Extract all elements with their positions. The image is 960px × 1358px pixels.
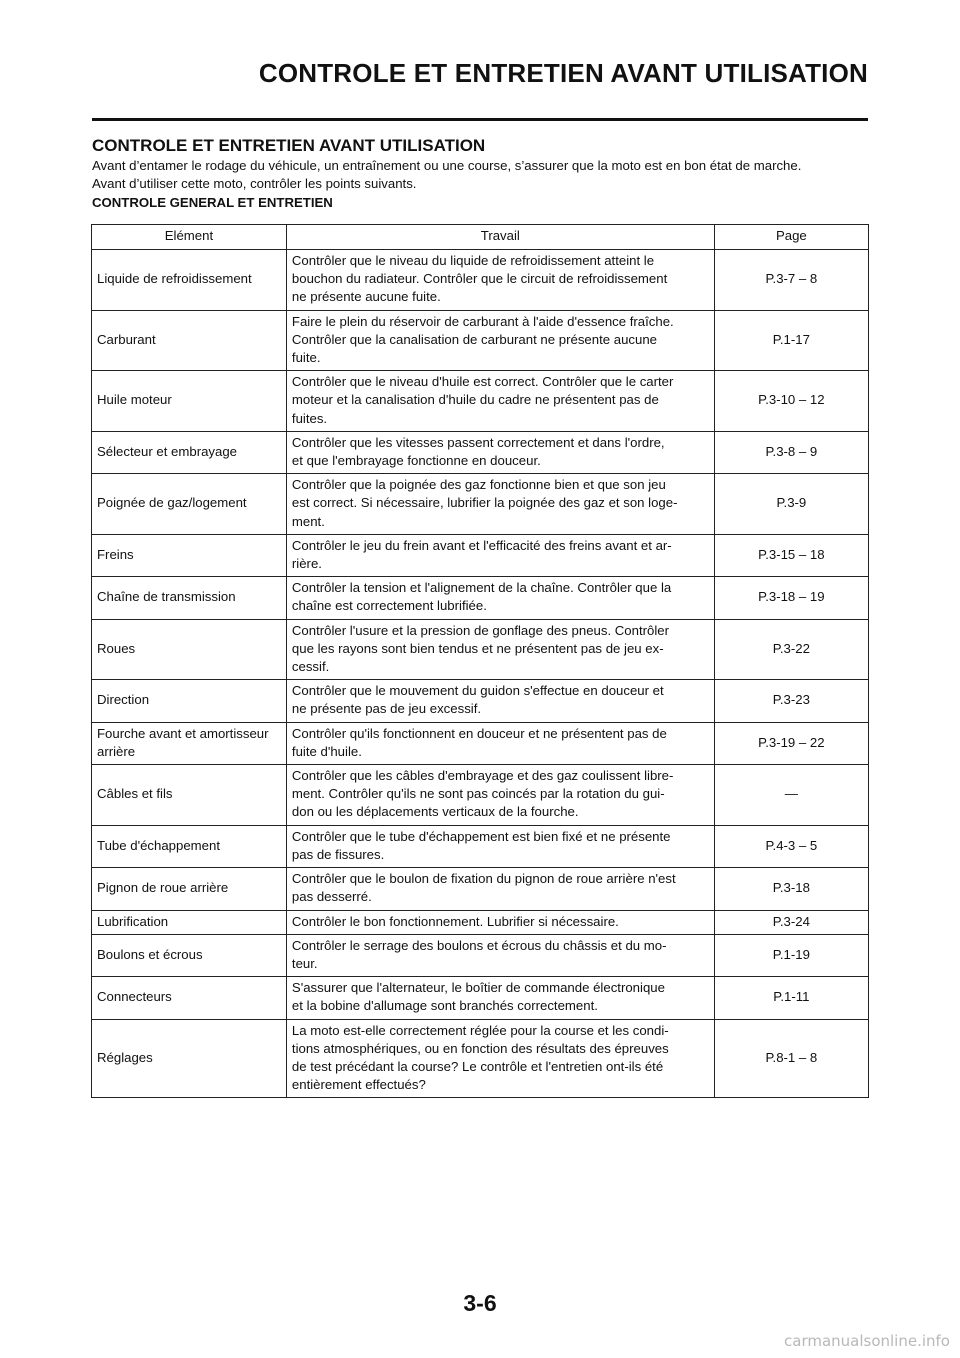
item-cell-line: Réglages: [97, 1049, 153, 1065]
table-row: [92, 722, 869, 764]
item-cell: [92, 934, 287, 976]
task-cell-line: Contrôler que le niveau du liquide de refroidissement atteint le: [291, 253, 655, 268]
task-cell-line: Contrôler que le mouvement du guidon s'effectue en douceur et: [291, 683, 664, 699]
task-cell: [286, 722, 714, 764]
task-cell-line: et la bobine d'allumage sont branchés correctement.: [291, 998, 598, 1014]
table-row: [92, 765, 869, 826]
task-cell-line: ne présente aucune fuite.: [291, 289, 441, 305]
item-cell-line: Freins: [97, 546, 134, 562]
item-cell-line: Câbles et fils: [97, 786, 173, 802]
table-row: [92, 1019, 869, 1098]
table-row: [92, 619, 869, 680]
task-cell-line: Contrôler que les câbles d'embrayage et des gaz coulissent libre-: [291, 768, 674, 784]
item-cell: [92, 910, 287, 934]
table-row: [92, 910, 869, 934]
table-row: [92, 577, 869, 619]
item-cell-line: Roues: [97, 640, 136, 656]
task-cell: [286, 534, 714, 576]
table-body: [92, 250, 869, 1098]
task-cell-line: Contrôler que la canalisation de carburant ne présente aucune: [291, 331, 658, 347]
task-cell: [286, 474, 714, 535]
item-cell: [92, 1019, 287, 1098]
item-cell-line: Tube d'échappement: [97, 837, 221, 853]
item-cell: [92, 371, 287, 432]
page-ref-cell: P.1-19: [714, 934, 868, 976]
task-cell-line: don ou les déplacements verticaux de la fourche.: [291, 804, 579, 820]
table-row: [92, 250, 869, 311]
task-cell: [286, 934, 714, 976]
page-ref-cell: P.3-23: [714, 680, 868, 722]
task-cell-line: fuite.: [291, 350, 321, 366]
task-cell-line: Contrôler l'usure et la pression de gonflage des pneus. Contrôler: [291, 622, 670, 638]
task-cell-line: ment.: [291, 513, 325, 529]
column-header-page: Page: [714, 225, 868, 250]
item-cell: [92, 577, 287, 619]
page-ref-cell: P.3-24: [714, 910, 868, 934]
page-number: 3-6: [463, 1290, 497, 1316]
item-cell-line: Poignée de gaz/logement: [97, 495, 247, 511]
task-cell-line: chaîne est correctement lubrifiée.: [291, 598, 487, 614]
page-ref-cell: P.1-17: [714, 310, 868, 371]
task-cell-line: Contrôler que la poignée des gaz fonctionne bien et que son jeu: [291, 477, 666, 493]
table-row: [92, 371, 869, 432]
column-header-task: Travail: [286, 225, 714, 250]
task-cell: [286, 619, 714, 680]
page-header-title: CONTROLE ET ENTRETIEN AVANT UTILISATION: [258, 58, 868, 88]
page-ref-cell: P.3-8 – 9: [714, 431, 868, 473]
item-cell: [92, 722, 287, 764]
item-cell-line: Liquide de refroidissement: [97, 271, 252, 287]
task-cell-line: de test précédant la course? Le contrôle et l'entretien ont-ils été: [291, 1058, 664, 1074]
item-cell: [92, 868, 287, 910]
page-ref-cell: —: [714, 765, 868, 826]
task-cell-line: Contrôler le jeu du frein avant et l'efficacité des freins avant et ar-: [291, 537, 672, 553]
table-row: [92, 310, 869, 371]
item-cell: [92, 431, 287, 473]
page-ref-cell: P.3-19 – 22: [714, 722, 868, 764]
page-ref-cell: P.3-18: [714, 868, 868, 910]
table-row: [92, 825, 869, 867]
task-cell: [286, 825, 714, 867]
task-cell: [286, 765, 714, 826]
task-cell-line: ment. Contrôler qu'ils ne sont pas coincés par la rotation du gui-: [291, 786, 665, 802]
intro-line: Avant d’utiliser cette moto, contrôler les points suivants.: [92, 176, 417, 191]
table-row: [92, 977, 869, 1019]
task-cell-line: cessif.: [291, 659, 330, 675]
task-cell-line: et que l'embrayage fonctionne en douceur.: [291, 453, 541, 469]
item-cell: [92, 765, 287, 826]
task-cell-line: Contrôler que le tube d'échappement est bien fixé et ne présente: [291, 828, 671, 844]
task-cell-line: Faire le plein du réservoir de carburant à l'aide d'essence fraîche.: [291, 313, 674, 329]
table-row: [92, 474, 869, 535]
task-cell-line: Contrôler que le niveau d'huile est correct. Contrôler que le carter: [291, 374, 674, 390]
item-cell-line: arrière: [97, 743, 136, 759]
item-cell-line: Pignon de roue arrière: [97, 880, 229, 896]
item-cell-line: Connecteurs: [97, 989, 172, 1005]
page-ref-cell: P.4-3 – 5: [714, 825, 868, 867]
task-cell-line: La moto est-elle correctement réglée pour la course et les condi-: [291, 1022, 669, 1038]
page-ref-cell: P.8-1 – 8: [714, 1019, 868, 1098]
subsection-title: CONTROLE GENERAL ET ENTRETIEN: [92, 195, 333, 210]
item-cell-line: Fourche avant et amortisseur: [97, 725, 269, 741]
task-cell-line: ne présente pas de jeu excessif.: [291, 701, 482, 717]
task-cell-line: entièrement effectués?: [291, 1077, 426, 1093]
task-cell: [286, 431, 714, 473]
table-row: [92, 534, 869, 576]
task-cell-line: tions atmosphériques, ou en fonction des résultats des épreuves: [291, 1040, 669, 1056]
item-cell: [92, 619, 287, 680]
task-cell: [286, 577, 714, 619]
table-row: [92, 680, 869, 722]
item-cell-line: Boulons et écrous: [97, 946, 203, 962]
task-cell: [286, 250, 714, 311]
table-row: [92, 934, 869, 976]
task-cell-line: que les rayons sont bien tendus et ne présentent pas de jeu ex-: [291, 640, 664, 656]
item-cell: [92, 534, 287, 576]
task-cell: [286, 977, 714, 1019]
item-cell-line: Sélecteur et embrayage: [97, 443, 238, 459]
task-cell-line: pas de fissures.: [291, 846, 385, 862]
table-row: [92, 431, 869, 473]
item-cell-line: Chaîne de transmission: [97, 589, 236, 605]
item-cell-line: Huile moteur: [97, 392, 172, 408]
task-cell: [286, 371, 714, 432]
task-cell-line: fuite d'huile.: [291, 743, 362, 759]
task-cell-line: pas desserré.: [291, 889, 372, 905]
task-cell-line: Contrôler que le boulon de fixation du pignon de roue arrière n'est: [291, 871, 676, 887]
task-cell: [286, 868, 714, 910]
page-ref-cell: P.3-15 – 18: [714, 534, 868, 576]
task-cell-line: Contrôler qu'ils fonctionnent en douceur et ne présentent pas de: [291, 725, 667, 741]
task-cell: [286, 310, 714, 371]
page-ref-cell: P.3-18 – 19: [714, 577, 868, 619]
item-cell-line: Carburant: [97, 331, 156, 347]
item-cell: [92, 680, 287, 722]
task-cell: [286, 680, 714, 722]
item-cell: [92, 825, 287, 867]
task-cell-line: Contrôler le serrage des boulons et écrous du châssis et du mo-: [291, 937, 667, 953]
page-ref-cell: P.3-10 – 12: [714, 371, 868, 432]
task-cell-line: Contrôler le bon fonctionnement. Lubrifier si nécessaire.: [291, 913, 619, 929]
item-cell: [92, 474, 287, 535]
task-cell-line: rière.: [291, 556, 322, 572]
page-ref-cell: P.3-22: [714, 619, 868, 680]
header-divider: [92, 118, 868, 121]
intro-paragraph: [92, 157, 872, 193]
item-cell-line: Lubrification: [97, 913, 169, 929]
task-cell-line: Contrôler que les vitesses passent correctement et dans l'ordre,: [291, 434, 665, 450]
page-ref-cell: P.1-11: [714, 977, 868, 1019]
table-header-row: [92, 225, 869, 250]
item-cell: [92, 977, 287, 1019]
column-header-element: Elément: [92, 225, 287, 250]
task-cell-line: fuites.: [291, 410, 328, 426]
task-cell-line: est correct. Si nécessaire, lubrifier la poignée des gaz et son loge-: [291, 495, 678, 511]
task-cell-line: moteur et la canalisation d'huile du cadre ne présentent pas de: [291, 392, 659, 408]
item-cell-line: Direction: [97, 692, 150, 708]
task-cell-line: Contrôler la tension et l'alignement de la chaîne. Contrôler que la: [291, 580, 672, 596]
page-ref-cell: P.3-7 – 8: [714, 250, 868, 311]
task-cell: [286, 910, 714, 934]
item-cell: [92, 310, 287, 371]
task-cell: [286, 1019, 714, 1098]
task-cell-line: S'assurer que l'alternateur, le boîtier de commande électronique: [291, 980, 665, 996]
page-ref-cell: P.3-9: [714, 474, 868, 535]
item-cell: [92, 250, 287, 311]
watermark: carmanualsonline.info: [784, 1332, 950, 1350]
task-cell-line: teur.: [291, 955, 318, 971]
task-cell-line: bouchon du radiateur. Contrôler que le circuit de refroidissement: [291, 271, 668, 287]
inspection-table: [91, 224, 869, 1098]
intro-line: Avant d’entamer le rodage du véhicule, un entraînement ou une course, s’assurer que la moto est en bon état de marche.: [92, 158, 802, 173]
table-row: [92, 868, 869, 910]
section-title: CONTROLE ET ENTRETIEN AVANT UTILISATION: [92, 136, 486, 155]
